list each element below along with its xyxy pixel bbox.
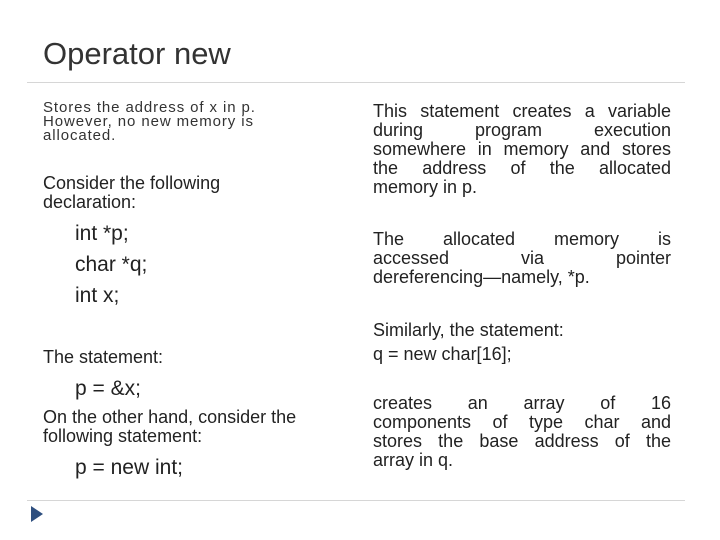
paragraph-line: creates an array of 16 [373,393,671,413]
right-paragraph-3 [373,318,671,366]
slide-title: Operator new [43,36,231,71]
consider-text: Consider the following declaration: [43,173,221,212]
paragraph-line: stores the base address of the [373,431,671,451]
paragraph-line: the address of the allocated [373,158,671,178]
new-int-code: p = new int; [75,456,183,479]
right-paragraph-1 [373,102,671,197]
right-paragraph-2 [373,230,671,287]
paragraph-line: This statement creates a variable [373,101,671,121]
paragraph-line: components of type char and [373,412,671,432]
paragraph-line: memory in p. [373,177,478,197]
paragraph-line: dereferencing—namely, *p. [373,267,590,287]
declaration-line: int *p; [75,222,129,245]
paragraph-line: during program execution [373,120,671,140]
other-hand-text: On the other hand, consider the following statement: [43,407,297,446]
right-paragraph-4 [373,394,671,470]
declaration-line: char *q; [75,253,148,276]
paragraph-line: accessed via pointer [373,248,671,268]
paragraph-line: The allocated memory is [373,229,671,249]
triangle-right-icon-svg [30,505,44,523]
statement-code: p = &x; [75,377,141,400]
title-divider [27,82,685,83]
statement-label: The statement: [43,347,164,367]
declarations-block [75,218,147,311]
note-text: Stores the address of x in p. However, no new memory is allocated. [43,99,256,144]
declaration-line: int x; [75,284,120,307]
paragraph-line: Similarly, the statement: [373,320,564,340]
paragraph-line: somewhere in memory and stores [373,139,671,159]
paragraph-line: q = new char[16]; [373,344,512,364]
bottom-divider [27,500,685,501]
triangle-right-icon[interactable] [30,505,44,528]
paragraph-line: array in q. [373,450,454,470]
